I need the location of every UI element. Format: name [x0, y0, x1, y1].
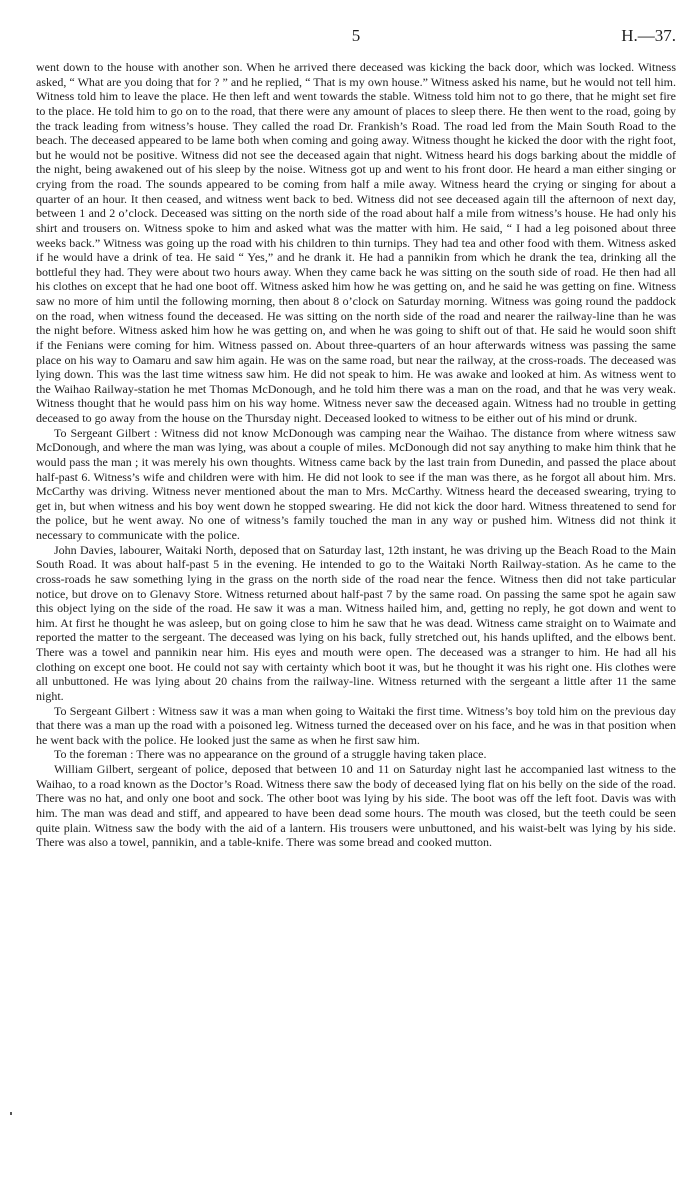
paragraph-to-the-foreman: To the foreman : There was no appearance on the ground of a struggle having taken place. [54, 747, 487, 762]
body-text [36, 60, 676, 850]
paragraph-continuation: went down to the house with another son. When he arrived there deceased was kicking the back door, which was locked. Witness asked, “ What are you doing that for ? ” and he replied, “ That is my own house.” Witness asked his name, but he would not tell him. Witness told him to leave the place. He then left and went towards the stable. Witness told him not to go there, that he might set fire to the place. He told him to go on to the road, that there were any amount of places to sleep there. He then went to the road, going by the track leading from witness’s house. They called the road Dr. Frankish’s Road. The road led from the Main South Road to the beach. The deceased appeared to be lame both when coming and going away. Witness thought he kicked the door with the right foot, but he would not be positive. Witness did not see the deceased again that night. Witness heard his dogs barking about the middle of the night, being awakened out of his sleep by the noise. Witness got up and went to his front door. He heard a man either singing or crying from the road. The sounds appeared to be coming from half a mile away. Witness heard the crying or singing for about a quarter of an hour. It then ceased, and witness went back to bed. Witness did not see deceased again till the afternoon of next day, between 1 and 2 o’clock. Deceased was sitting on the north side of the road about half a mile from witness’s house. He had only his shirt and trousers on. Witness spoke to him and asked what was the matter with him. He said, “ I had a leg poisoned about three weeks back.” Witness was going up the road with his children to thin turnips. They had tea and other food with them. Witness asked if he would have a drink of tea. He said “ Yes,” and he drank it. He had a pannikin from which he drank the tea, drinking all the bottleful they had. They were about two hours away. When they came back he was sitting on the south side of road. He then had all his clothes on except that he had one boot off. Witness asked him how he was getting on, and he said he was getting on fine. Witness saw no more of him until the following morning, then about 8 o’clock on Saturday morning. Witness was going round the paddock on the road, when witness found the deceased. He was sitting on the north side of the road and nearer the railway-line than he was the night before. Witness asked him how he was getting on, and when he was going to shift out of that. He said he would soon shift if the Fenians were coming for him. Witness passed on. About three-quarters of an hour afterwards witness was passing the same place on his way to Oamaru and saw him again. He was on the same road, but near the railway, at the cross-roads. The deceased was lying down. This was the last time witness saw him. He did not speak to him. He was awake and looked at him. As witness went to the Waihao Railway-station he met Thomas McDonough, and he told him there was a man on the road, and that he was very weak. Witness thought that he would pass him on his way home. Witness never saw the deceased again. Witness had no trouble in getting deceased to go away from the house on the Thursday night. Deceased looked to witness to be either out of his mind or drunk. [36, 60, 676, 425]
document-reference: H.—37. [621, 26, 676, 45]
page-header [36, 26, 676, 60]
document-page [36, 26, 676, 1166]
paragraph-to-sergeant-gilbert-second: To Sergeant Gilbert : Witness saw it was a man when going to Waitaki the first time. Witness’s boy told him on the previous day that there was a man up the road with a poisoned leg. Witness turned the deceased over on his face, and he was in that position when he went back with the police. He looked just the same as when he first saw him. [36, 703, 676, 747]
paragraph-william-gilbert: William Gilbert, sergeant of police, deposed that between 10 and 11 on Saturday night last he accompanied last witness to the Waihao, to a road known as the Doctor’s Road. Witness there saw the body of deceased lying flat on his belly on the side of the road. There was no hat, and only one boot and sock. The other boot was lying by his side. The boot was off the left foot. Davis was with him. The man was dead and stiff, and appeared to have been dead some hours. The mouth was closed, but the teeth could be seen quite plain. Witness saw the body with the aid of a lantern. His trousers were unbuttoned, and his waist-belt was lying by his side. There was also a towel, pannikin, and a table-knife. There was some bread and cooked mutton. [36, 762, 676, 850]
paragraph-john-davies: John Davies, labourer, Waitaki North, deposed that on Saturday last, 12th instant, he was driving up the Beach Road to the Main South Road. It was about half-past 5 in the evening. He intended to go to the Waitaki North Railway-station. As he came to the cross-roads he saw something lying in the grass on the north side of the road near the fence. Witness then did not take particular notice, but drove on to Glenavy Store. Witness returned about half-past 7 by the same road. On passing the same spot he again saw this object lying on the side of the road. He saw it was a man. Witness hailed him, and, getting no reply, he got down and went to him. At first he thought he was asleep, but on going close to him he saw that he was dead. Witness came straight on to Waimate and reported the matter to the sergeant. The deceased was lying on his back, fully stretched out, his hands uplifted, and the elbows bent. There was a towel and pannikin near him. His eyes and mouth were open. The deceased was a stranger to him. He had all his clothing on except one boot. He could not say with certainty which boot it was, but he thought it was his right one. His clothes were all unbuttoned. He was lying about 20 chains from the railway-line. Witness returned with the sergeant a little after 11 the same night. [36, 542, 676, 703]
margin-mark [10, 1112, 12, 1115]
paragraph-to-sergeant-gilbert: To Sergeant Gilbert : Witness did not know McDonough was camping near the Waihao. The distance from where witness saw McDonough, and where the man was lying, was about a couple of miles. McDonough did not say anything to make him think that he would pass the man ; it was merely his own thoughts. Witness came back by the last train from Dunedin, and passed the place about half-past 6. Witness’s wife and children were with him. He did not look to see if the man was there, as he forgot all about him. Mrs. McCarthy was driving. Witness never mentioned about the man to Mrs. McCarthy. Witness heard the deceased swearing, trying to get in, but when witness and his boy went down he stopped swearing. He did not kick the door hard. Witness threatened to send for the police, but he went away. No one of witness’s family touched the man in any way or pushed him. Witness did not think it necessary to communicate with the police. [36, 425, 676, 542]
page-number: 5 [351, 26, 361, 45]
